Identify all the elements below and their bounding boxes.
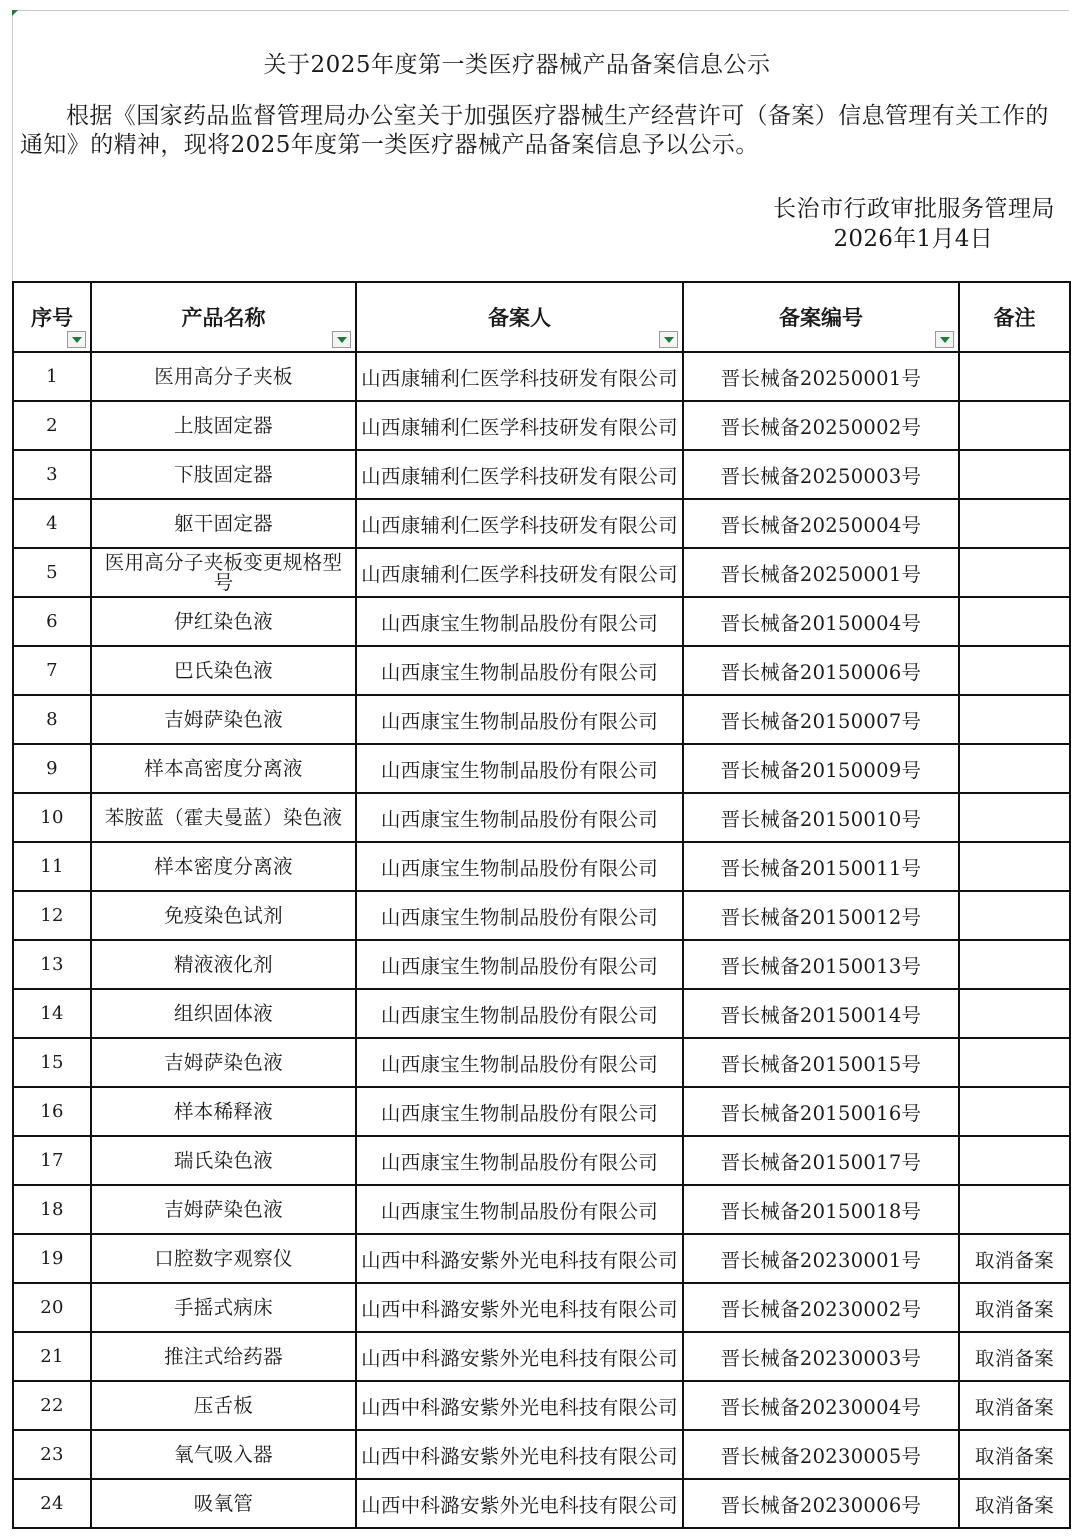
cell-product-name[interactable]: 医用高分子夹板 <box>91 352 356 401</box>
cell-seq[interactable]: 13 <box>13 940 91 989</box>
cell-remark[interactable] <box>959 1087 1070 1136</box>
cell-remark[interactable] <box>959 401 1070 450</box>
cell-product-name[interactable]: 苯胺蓝（霍夫曼蓝）染色液 <box>91 793 356 842</box>
cell-filing-code[interactable]: 晋长械备20230002号 <box>683 1283 959 1332</box>
cell-remark[interactable] <box>959 450 1070 499</box>
cell-filing-holder[interactable]: 山西康辅利仁医学科技研发有限公司 <box>356 499 683 548</box>
table-row <box>13 744 1070 793</box>
cell-seq[interactable]: 8 <box>13 695 91 744</box>
cell-product-name[interactable]: 手摇式病床 <box>91 1283 356 1332</box>
cell-product-name[interactable]: 吉姆萨染色液 <box>91 1185 356 1234</box>
cell-filing-holder[interactable]: 山西康宝生物制品股份有限公司 <box>356 842 683 891</box>
table-row <box>13 401 1070 450</box>
filter-dropdown-icon[interactable] <box>935 331 954 348</box>
cell-remark[interactable] <box>959 744 1070 793</box>
cell-product-name[interactable]: 压舌板 <box>91 1381 356 1430</box>
cell-filing-holder[interactable]: 山西中科潞安紫外光电科技有限公司 <box>356 1381 683 1430</box>
cell-filing-holder[interactable]: 山西中科潞安紫外光电科技有限公司 <box>356 1430 683 1479</box>
cell-seq[interactable]: 14 <box>13 989 91 1038</box>
cell-filing-holder[interactable]: 山西康宝生物制品股份有限公司 <box>356 1136 683 1185</box>
cell-product-name[interactable]: 伊红染色液 <box>91 597 356 646</box>
cell-product-name[interactable]: 样本稀释液 <box>91 1087 356 1136</box>
cell-remark[interactable] <box>959 891 1070 940</box>
cell-remark[interactable] <box>959 352 1070 401</box>
cell-seq[interactable]: 19 <box>13 1234 91 1283</box>
cell-product-name[interactable]: 样本密度分离液 <box>91 842 356 891</box>
cell-product-name[interactable]: 吉姆萨染色液 <box>91 695 356 744</box>
table-row <box>13 1234 1070 1283</box>
table-row <box>13 1283 1070 1332</box>
table-row <box>13 352 1070 401</box>
cell-seq[interactable]: 22 <box>13 1381 91 1430</box>
cell-seq[interactable]: 18 <box>13 1185 91 1234</box>
cell-remark[interactable]: 取消备案 <box>959 1332 1070 1381</box>
filter-dropdown-icon[interactable] <box>659 331 678 348</box>
cell-filing-code[interactable]: 晋长械备20250001号 <box>683 548 959 597</box>
table-row <box>13 1430 1070 1479</box>
table-row <box>13 450 1070 499</box>
cell-filing-holder[interactable]: 山西康宝生物制品股份有限公司 <box>356 1038 683 1087</box>
cell-filing-code[interactable]: 晋长械备20230006号 <box>683 1479 959 1528</box>
table-row <box>13 1332 1070 1381</box>
cell-remark[interactable] <box>959 793 1070 842</box>
cell-remark[interactable]: 取消备案 <box>959 1283 1070 1332</box>
cell-remark[interactable]: 取消备案 <box>959 1381 1070 1430</box>
records-table <box>12 281 1071 1529</box>
table-row <box>13 1185 1070 1234</box>
cell-remark[interactable] <box>959 597 1070 646</box>
cell-product-name[interactable]: 上肢固定器 <box>91 401 356 450</box>
cell-filing-code[interactable]: 晋长械备20230003号 <box>683 1332 959 1381</box>
cell-seq[interactable]: 5 <box>13 548 91 597</box>
cell-seq[interactable]: 21 <box>13 1332 91 1381</box>
filter-dropdown-icon[interactable] <box>67 331 86 348</box>
cell-remark[interactable] <box>959 499 1070 548</box>
cell-product-name[interactable]: 医用高分子夹板变更规格型号 <box>91 548 356 597</box>
cell-remark[interactable] <box>959 989 1070 1038</box>
cell-remark[interactable] <box>959 842 1070 891</box>
header-label: 备案人 <box>488 306 551 330</box>
cell-product-name[interactable]: 推注式给药器 <box>91 1332 356 1381</box>
table-row <box>13 548 1070 597</box>
table-row <box>13 646 1070 695</box>
table-row <box>13 597 1070 646</box>
cell-filing-holder[interactable]: 山西康宝生物制品股份有限公司 <box>356 695 683 744</box>
table-row <box>13 1038 1070 1087</box>
cell-product-name[interactable]: 瑞氏染色液 <box>91 1136 356 1185</box>
table-row <box>13 1087 1070 1136</box>
cell-product-name[interactable]: 口腔数字观察仪 <box>91 1234 356 1283</box>
cell-filing-holder[interactable]: 山西康宝生物制品股份有限公司 <box>356 597 683 646</box>
cell-remark[interactable]: 取消备案 <box>959 1430 1070 1479</box>
filter-dropdown-icon[interactable] <box>332 331 351 348</box>
cell-filing-code[interactable]: 晋长械备20150004号 <box>683 597 959 646</box>
cell-remark[interactable]: 取消备案 <box>959 1479 1070 1528</box>
table-row <box>13 793 1070 842</box>
table-row <box>13 695 1070 744</box>
table-header-row <box>13 282 1070 352</box>
cell-seq[interactable]: 16 <box>13 1087 91 1136</box>
header-cell-name <box>91 282 356 352</box>
cell-filing-holder[interactable]: 山西中科潞安紫外光电科技有限公司 <box>356 1479 683 1528</box>
cell-seq[interactable]: 20 <box>13 1283 91 1332</box>
table-row <box>13 940 1070 989</box>
table-row <box>13 891 1070 940</box>
cell-remark[interactable] <box>959 548 1070 597</box>
cell-product-name[interactable]: 吉姆萨染色液 <box>91 1038 356 1087</box>
header-label: 产品名称 <box>181 306 266 330</box>
cell-filing-holder[interactable]: 山西康宝生物制品股份有限公司 <box>356 891 683 940</box>
table-row <box>13 989 1070 1038</box>
cell-remark[interactable] <box>959 1038 1070 1087</box>
cell-seq[interactable]: 11 <box>13 842 91 891</box>
notice-date: 2026年1月4日 <box>833 226 993 252</box>
table-row <box>13 842 1070 891</box>
cell-filing-code[interactable]: 晋长械备20150009号 <box>683 744 959 793</box>
cell-seq[interactable]: 6 <box>13 597 91 646</box>
cell-filing-holder[interactable]: 山西中科潞安紫外光电科技有限公司 <box>356 1332 683 1381</box>
header-label: 备案编号 <box>779 306 863 330</box>
cell-seq[interactable]: 17 <box>13 1136 91 1185</box>
cell-filing-code[interactable]: 晋长械备20250001号 <box>683 352 959 401</box>
cell-filing-holder[interactable]: 山西康辅利仁医学科技研发有限公司 <box>356 352 683 401</box>
cell-product-name[interactable]: 氧气吸入器 <box>91 1430 356 1479</box>
cell-filing-code[interactable]: 晋长械备20150013号 <box>683 940 959 989</box>
cell-remark[interactable] <box>959 646 1070 695</box>
cell-filing-holder[interactable]: 山西康辅利仁医学科技研发有限公司 <box>356 401 683 450</box>
cell-filing-holder[interactable]: 山西康宝生物制品股份有限公司 <box>356 646 683 695</box>
cell-product-name[interactable]: 巴氏染色液 <box>91 646 356 695</box>
cell-filing-holder[interactable]: 山西中科潞安紫外光电科技有限公司 <box>356 1234 683 1283</box>
cell-filing-holder[interactable]: 山西康宝生物制品股份有限公司 <box>356 1087 683 1136</box>
notice-title: 关于2025年度第一类医疗器械产品备案信息公示 <box>263 52 771 78</box>
cell-seq[interactable]: 7 <box>13 646 91 695</box>
cell-product-name[interactable]: 躯干固定器 <box>91 499 356 548</box>
cell-filing-holder[interactable]: 山西康宝生物制品股份有限公司 <box>356 989 683 1038</box>
cell-filing-holder[interactable]: 山西康辅利仁医学科技研发有限公司 <box>356 548 683 597</box>
cell-filing-code[interactable]: 晋长械备20150016号 <box>683 1087 959 1136</box>
cell-filing-holder[interactable]: 山西康宝生物制品股份有限公司 <box>356 793 683 842</box>
cell-filing-code[interactable]: 晋长械备20150010号 <box>683 793 959 842</box>
cell-product-name[interactable]: 吸氧管 <box>91 1479 356 1528</box>
cell-filing-code[interactable]: 晋长械备20250002号 <box>683 401 959 450</box>
cell-seq[interactable]: 10 <box>13 793 91 842</box>
cell-filing-code[interactable]: 晋长械备20150007号 <box>683 695 959 744</box>
cell-remark[interactable] <box>959 1185 1070 1234</box>
cell-product-name[interactable]: 下肢固定器 <box>91 450 356 499</box>
cell-remark[interactable] <box>959 940 1070 989</box>
cell-seq[interactable]: 2 <box>13 401 91 450</box>
header-label: 序号 <box>31 306 73 330</box>
cell-filing-code[interactable]: 晋长械备20150011号 <box>683 842 959 891</box>
notice-issuer: 长治市行政审批服务管理局 <box>773 196 1055 222</box>
cell-product-name[interactable]: 精液液化剂 <box>91 940 356 989</box>
cell-filing-holder[interactable]: 山西康辅利仁医学科技研发有限公司 <box>356 450 683 499</box>
cell-seq[interactable]: 1 <box>13 352 91 401</box>
notice-block <box>12 10 1069 280</box>
cell-seq[interactable]: 15 <box>13 1038 91 1087</box>
table-row <box>13 1136 1070 1185</box>
cell-filing-code[interactable]: 晋长械备20250004号 <box>683 499 959 548</box>
cell-filing-code[interactable]: 晋长械备20250003号 <box>683 450 959 499</box>
cell-filing-code[interactable]: 晋长械备20230001号 <box>683 1234 959 1283</box>
table-row <box>13 1381 1070 1430</box>
header-cell-holder <box>356 282 683 352</box>
cell-filing-code[interactable]: 晋长械备20150018号 <box>683 1185 959 1234</box>
table-row <box>13 1479 1070 1528</box>
cell-seq[interactable]: 4 <box>13 499 91 548</box>
cell-remark[interactable] <box>959 1136 1070 1185</box>
cell-seq[interactable]: 12 <box>13 891 91 940</box>
cell-seq[interactable]: 24 <box>13 1479 91 1528</box>
cell-filing-holder[interactable]: 山西康宝生物制品股份有限公司 <box>356 1185 683 1234</box>
table-body <box>13 352 1070 1528</box>
header-cell-code <box>683 282 959 352</box>
cell-product-name[interactable]: 免疫染色试剂 <box>91 891 356 940</box>
cell-filing-code[interactable]: 晋长械备20150012号 <box>683 891 959 940</box>
cell-filing-code[interactable]: 晋长械备20150015号 <box>683 1038 959 1087</box>
header-label: 备注 <box>993 306 1036 330</box>
cell-product-name[interactable]: 组织固体液 <box>91 989 356 1038</box>
cell-seq[interactable]: 9 <box>13 744 91 793</box>
cell-seq[interactable]: 3 <box>13 450 91 499</box>
cell-remark[interactable]: 取消备案 <box>959 1234 1070 1283</box>
cell-filing-code[interactable]: 晋长械备20150014号 <box>683 989 959 1038</box>
cell-filing-holder[interactable]: 山西中科潞安紫外光电科技有限公司 <box>356 1283 683 1332</box>
cell-product-name[interactable]: 样本高密度分离液 <box>91 744 356 793</box>
cell-filing-code[interactable]: 晋长械备20150006号 <box>683 646 959 695</box>
notice-body: 根据《国家药品监督管理局办公室关于加强医疗器械生产经营许可（备案）信息管理有关工作的通知》的精神，现将2025年度第一类医疗器械产品备案信息予以公示。 <box>20 103 1049 158</box>
cell-filing-code[interactable]: 晋长械备20230004号 <box>683 1381 959 1430</box>
table-row <box>13 499 1070 548</box>
header-cell-seq <box>13 282 91 352</box>
cell-filing-holder[interactable]: 山西康宝生物制品股份有限公司 <box>356 940 683 989</box>
cell-filing-holder[interactable]: 山西康宝生物制品股份有限公司 <box>356 744 683 793</box>
cell-filing-code[interactable]: 晋长械备20230005号 <box>683 1430 959 1479</box>
cell-seq[interactable]: 23 <box>13 1430 91 1479</box>
cell-remark[interactable] <box>959 695 1070 744</box>
header-cell-note <box>959 282 1070 352</box>
cell-filing-code[interactable]: 晋长械备20150017号 <box>683 1136 959 1185</box>
